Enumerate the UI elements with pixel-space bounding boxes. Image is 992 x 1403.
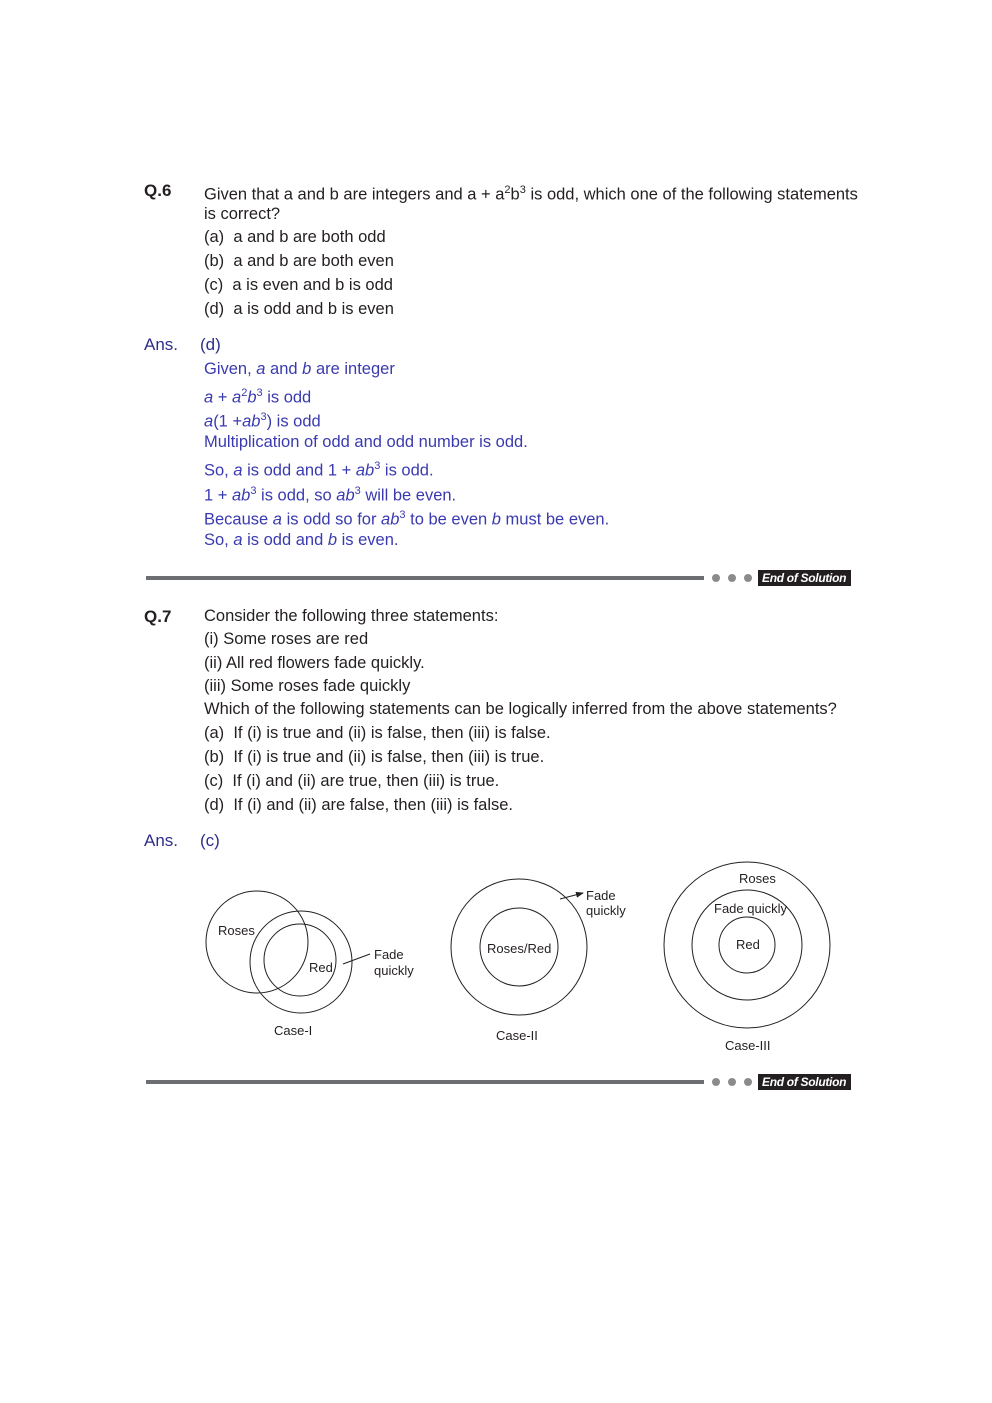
option-b: (b) a and b are both even — [204, 252, 394, 270]
fade-quickly-circle — [250, 911, 352, 1013]
answer-value: (c) — [200, 831, 220, 850]
section-divider — [146, 1080, 704, 1084]
divider-dot — [712, 1078, 720, 1086]
case-2-inner-label: Roses/Red — [487, 941, 552, 956]
question-stem: Given that a and b are integers and $a + a^2b^3$ is odd, which one of the following statements — [204, 184, 858, 204]
case-1-fade-label: Fade — [374, 947, 404, 962]
divider-dot — [728, 1078, 736, 1086]
statement-iii: (iii) Some roses fade quickly — [204, 677, 411, 695]
solution-line-6: $1 + ab^3$ is odd, so $ab^3$ will be even. — [204, 485, 457, 505]
solution-line-7: Because a is odd so for $ab^3$ to be even b must be even. — [204, 509, 610, 529]
option-c: (c) a is even and b is odd — [204, 276, 393, 294]
case-1-caption: Case-I — [274, 1023, 313, 1038]
case-1-roses-label: Roses — [218, 923, 255, 938]
end-of-solution-badge: End of Solution — [758, 1074, 851, 1090]
case-3-outer-label: Roses — [739, 871, 776, 886]
solution-line-2: $a + a^2b^3$ is odd — [204, 387, 312, 407]
solution-line-8: So, a is odd and b is even. — [204, 531, 399, 549]
case-3-diagram — [664, 862, 830, 1053]
solution-line-3: $a(1 +ab^3)$ is odd — [204, 411, 321, 431]
question-stem-continued: is correct? — [204, 205, 281, 223]
question-number: Q.6 — [144, 181, 172, 200]
case-1-arrow — [343, 954, 370, 964]
case-1-diagram — [206, 891, 414, 1038]
option-b: (b) If (i) is true and (ii) is false, then (iii) is true. — [204, 748, 545, 766]
statement-ii: (ii) All red flowers fade quickly. — [204, 654, 425, 672]
question-number: Q.7 — [144, 607, 172, 626]
question-stem: Consider the following three statements: — [204, 607, 499, 625]
case-2-quickly-label: quickly — [586, 903, 626, 918]
answer-label: Ans. — [144, 831, 179, 850]
option-a: (a) If (i) is true and (ii) is false, then (iii) is false. — [204, 724, 551, 742]
answer-value: (d) — [200, 335, 221, 354]
case-3-middle-label: Fade quickly — [714, 901, 787, 916]
end-of-solution-badge: End of Solution — [758, 570, 851, 586]
case-2-diagram — [451, 879, 626, 1043]
case-1-red-label: Red — [309, 960, 333, 975]
answer-label: Ans. — [144, 335, 179, 354]
option-d: (d) a is odd and b is even — [204, 300, 394, 318]
roses-circle — [206, 891, 308, 993]
case-2-caption: Case-II — [496, 1028, 538, 1043]
solution-line-4: Multiplication of odd and odd number is odd. — [204, 433, 528, 451]
case-3-caption: Case-III — [725, 1038, 771, 1053]
case-2-fade-label: Fade — [586, 888, 616, 903]
statement-i: (i) Some roses are red — [204, 630, 369, 648]
option-d: (d) If (i) and (ii) are false, then (iii) is false. — [204, 796, 514, 814]
case-3-inner-label: Red — [736, 937, 760, 952]
option-a: (a) a and b are both odd — [204, 228, 386, 246]
solution-line-5: So, a is odd and $1 + ab^3$ is odd. — [204, 460, 434, 480]
question-prompt: Which of the following statements can be logically inferred from the above statements? — [204, 700, 837, 718]
divider-dot — [744, 1078, 752, 1086]
option-c: (c) If (i) and (ii) are true, then (iii) is true. — [204, 772, 500, 790]
case-1-quickly-label: quickly — [374, 963, 414, 978]
solution-line-1: Given, a and b are integer — [204, 360, 395, 378]
